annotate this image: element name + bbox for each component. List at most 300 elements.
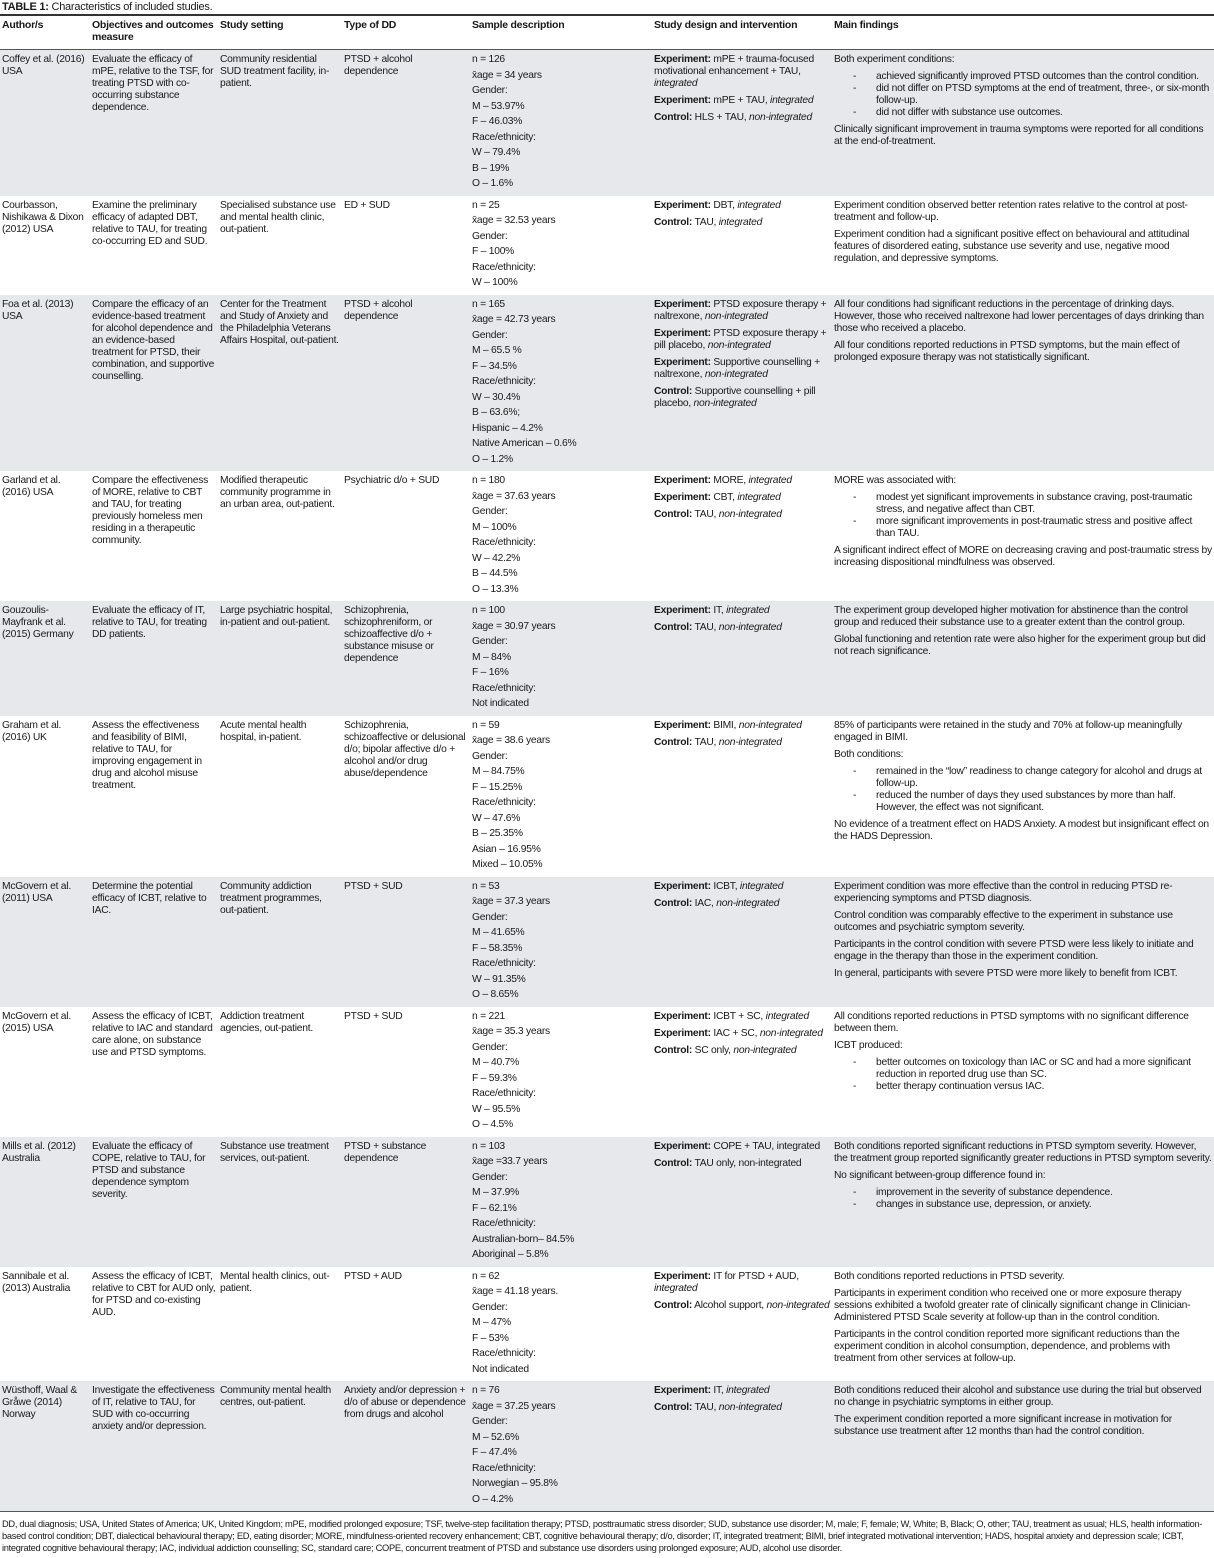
design-text: PTSD exposure therapy + pill placebo, [654,327,827,351]
sample-line: n = 180 [472,475,505,486]
design-integration: non-integrated [716,897,780,909]
sample-line: x̄age = 41.18 years. [472,1286,558,1297]
finding-paragraph: ICBT produced: [834,1039,903,1051]
design-cell [652,50,832,196]
author-cell: Wüsthoff, Waal & Gråwe (2014) Norway [2,1385,77,1420]
sample-line: F – 58.35% [472,942,523,954]
sample-line: W – 47.6% [472,812,521,824]
sample-line: x̄age = 37.25 years [472,1400,556,1412]
finding-list [834,71,1212,119]
findings-cell [832,50,1214,196]
design-cell [652,1267,832,1382]
table-body [0,50,1214,1512]
sample-line: M – 40.7% [472,1057,519,1068]
design-item [654,720,830,732]
table-row [0,1137,1214,1267]
design-label: Experiment: [654,54,711,65]
design-text: HLS + TAU, [692,112,750,123]
table-row [0,471,1214,601]
sample-line: n = 165 [472,298,505,310]
sample-line: n = 103 [472,1140,505,1152]
table-row [0,601,1214,716]
sample-line: M – 52.6% [472,1431,519,1443]
design-integration: integrated [718,216,763,228]
design-item [654,1271,830,1295]
finding-list [834,492,1212,540]
design-item [654,1141,830,1153]
sample-line: F – 100% [472,246,515,257]
sample-line: M – 53.97% [472,100,525,112]
type-cell: PTSD + alcohol dependence [344,298,413,322]
design-text: CBT, [710,492,738,503]
objectives-cell: Evaluate the efficacy of COPE, relative to TAU, for PTSD and substance dependence symptom severity. [92,1140,206,1200]
design-integration: integrated [737,492,781,503]
design-text: mPE + TAU, [710,95,771,106]
sample-line: Gender: [472,1041,508,1053]
sample-line: M – 41.65% [472,927,525,938]
design-label: Control: [654,216,693,228]
design-text: IT, [710,1385,727,1396]
author-cell: McGovern et al. (2011) USA [2,880,71,904]
sample-line: O – 4.5% [472,1119,513,1130]
sample-line: n = 25 [472,199,500,211]
design-text: DBT, [710,199,738,211]
objectives-cell: Evaluate the efficacy of mPE, relative to the TSF, for treating PTSD with co-occurring substance dependence. [92,54,214,113]
sample-line: F – 59.3% [472,1072,517,1084]
author-cell: McGovern et al. (2015) USA [2,1010,71,1034]
design-integration: non-integrated [759,1027,823,1039]
design-label: Control: [654,509,693,520]
header-author: Author/s [2,19,44,31]
finding-paragraph: Experiment condition had a significant positive effect on behavioural and attitudinal features of disordered eating, substance use severity and use, negative mood regulation, and depressive symptoms. [834,228,1190,264]
design-integration: non-integrated [718,622,782,633]
sample-line: B – 19% [472,162,510,174]
design-integration: non-integrated [707,339,771,351]
finding-paragraph: Participants in the control condition reported more significant reductions than the experiment condition in alcohol consumption, dependence, and problems with treatment from other services at follow-up. [834,1328,1180,1364]
sample-line: O – 1.6% [472,178,513,189]
findings-cell [832,1267,1214,1382]
design-item [654,217,830,229]
author-cell: Graham et al. (2016) UK [2,719,62,743]
sample-line: Race/ethnicity: [472,1462,536,1474]
design-text: COPE + TAU, integrated [710,1140,820,1152]
sample-line: n = 76 [472,1385,500,1396]
findings-cell [832,1007,1214,1137]
sample-line: M – 65.5 % [472,345,522,356]
sample-cell [470,877,652,1007]
design-text: ICBT, [710,880,740,892]
design-label: Experiment: [654,1270,711,1282]
header-setting: Study setting [220,19,284,31]
setting-cell: Substance use treatment services, out-patient. [220,1140,329,1164]
design-item [654,1402,830,1414]
design-label: Experiment: [654,1140,711,1152]
finding-item: - changes in substance use, depression, or anxiety. [876,1199,1212,1211]
finding-item: - did not differ with substance use outcomes. [876,107,1212,119]
sample-line: n = 53 [472,880,500,892]
table-row [0,50,1214,196]
finding-paragraph: In general, participants with severe PTSD were more likely to benefit from ICBT. [834,967,1178,979]
sample-line: Gender: [472,85,508,96]
sample-line: x̄age = 32.53 years [472,215,556,226]
sample-line: x̄age =33.7 years [472,1156,548,1167]
type-cell: Schizophrenia, schizophreniform, or schizoaffective d/o + substance misuse or dependence [344,605,434,664]
design-text: MORE, [710,475,749,486]
design-cell [652,196,832,295]
sample-line: M – 84% [472,651,511,663]
sample-line: n = 100 [472,605,505,616]
finding-list [834,766,1212,814]
type-cell: PTSD + substance dependence [344,1140,427,1164]
table-row [0,716,1214,877]
design-cell [652,295,832,472]
design-integration: integrated [726,1385,770,1396]
sample-line: F – 53% [472,1332,509,1344]
sample-line: Gender: [472,1416,508,1427]
design-item [654,492,830,504]
sample-line: Mixed – 10.05% [472,859,543,870]
author-cell: Gouzoulis-Mayfrank et al. (2015) Germany [2,605,74,640]
sample-line: F – 15.25% [472,781,523,793]
sample-line: F – 47.4% [472,1447,517,1458]
table-caption-text: Characteristics of included studies. [48,1,213,13]
design-cell [652,1137,832,1267]
design-label: Experiment: [654,199,711,211]
design-integration: non-integrated [749,112,812,123]
sample-cell [470,295,652,472]
sample-line: Gender: [472,506,508,517]
setting-cell: Community mental health centres, out-patient. [220,1385,332,1408]
design-text: IAC, [692,897,717,909]
finding-list [834,1057,1212,1093]
setting-cell: Center for the Treatment and Study of Anxiety and the Philadelphia Veterans Affairs Hospital, out-patient. [220,298,339,346]
design-label: Control: [654,1402,693,1413]
sample-line: Hispanic – 4.2% [472,422,543,434]
objectives-cell: Assess the efficacy of ICBT, relative to CBT for AUD only, for PTSD and co-existing AUD. [92,1270,216,1318]
finding-item: - did not differ on PTSD symptoms at the end of treatment, three-, or six-month follow-up. [876,83,1212,107]
design-cell [652,716,832,877]
sample-line: Race/ethnicity: [472,958,536,969]
sample-line: Gender: [472,911,508,923]
sample-line: B – 63.6%; [472,407,520,418]
design-label: Experiment: [654,492,711,503]
sample-line: M – 100% [472,521,517,533]
design-integration: non-integrated [704,368,768,380]
author-cell: Courbasson, Nishikawa & Dixon (2012) USA [2,199,84,235]
design-item [654,1045,830,1057]
design-cell [652,877,832,1007]
design-label: Control: [654,112,693,123]
design-label: Experiment: [654,356,711,368]
sample-line: n = 221 [472,1010,505,1022]
design-item [654,386,830,410]
design-label: Control: [654,897,693,909]
design-label: Control: [654,385,693,397]
design-cell [652,1007,832,1137]
table-row [0,196,1214,295]
table-footnote: DD, dual diagnosis; USA, United States of America; UK, United Kingdom; mPE, modified prolonged exposure; TSF, twelve-step facilitation therapy; PTSD, posttraumatic stress disorder; SUD, substance use disorder; M, male; F, female; W, White; B, Black; O, other; TAU, treatment as usual; HLS, health information-based control condition; DBT, dialectical behavioural therapy; ED, eating disorder; MORE, mindfulness-oriented recovery enhancement; CBT, cognitive behavioural therapy; d/o, disorder; IT, integrated treatment; BIMI, brief integrated motivational intervention; HADS, hospital anxiety and depression scale; ICBT, integrated cognitive behavioural therapy; IAC, individual addiction counselling; SC, standard care; COPE, concurrent treatment of PTSD and substance use disorders using prolonged exposure; AUD, alcohol use disorder. [2,1519,1203,1553]
sample-cell [470,601,652,716]
sample-line: Aboriginal – 5.8% [472,1249,549,1260]
sample-line: W – 30.4% [472,391,521,403]
author-cell: Foa et al. (2013) USA [2,298,74,322]
finding-item: - achieved significantly improved PTSD outcomes than the control condition. [876,71,1212,83]
sample-line: Race/ethnicity: [472,131,536,143]
finding-paragraph: Both experiment conditions: [834,54,955,65]
finding-paragraph: Clinically significant improvement in trauma symptoms were reported for all conditions at the end-of-treatment. [834,124,1204,147]
table-row [0,295,1214,472]
header-sample: Sample description [472,19,565,31]
design-integration: integrated [748,475,792,486]
sample-line: Norwegian – 95.8% [472,1478,558,1489]
objectives-cell: Compare the effectiveness of MORE, relative to CBT and TAU, for treating previously homeless men residing in a therapeutic community. [92,475,209,546]
finding-paragraph: The experiment condition reported a more significant increase in motivation for substance use treatment after 12 months than had the control condition. [834,1414,1172,1437]
finding-item: - reduced the number of days they used substances by more than half. However, the effect was not significant. [876,790,1212,814]
design-text: ICBT + SC, [710,1010,766,1022]
design-item [654,622,830,634]
sample-line: F – 16% [472,667,509,678]
sample-cell [470,50,652,196]
setting-cell: Acute mental health hospital, in-patient. [220,719,307,743]
finding-item: - better therapy continuation versus IAC. [876,1081,1212,1093]
design-text: TAU, [692,736,719,748]
findings-cell [832,471,1214,601]
sample-line: Race/ethnicity: [472,537,536,548]
objectives-cell: Assess the efficacy of ICBT, relative to IAC and standard care alone, on substance use and PTSD symptoms. [92,1010,213,1058]
design-label: Experiment: [654,605,711,616]
objectives-cell: Investigate the effectiveness of IT, relative to TAU, for SUD with co-occurring anxiety and/or depression. [92,1385,215,1432]
design-label: Experiment: [654,475,711,486]
design-text: TAU, [692,622,719,633]
sample-line: Race/ethnicity: [472,682,536,694]
type-cell: Anxiety and/or depression + d/o of abuse or dependence from drugs and alcohol [344,1385,466,1420]
design-label: Experiment: [654,95,711,106]
design-text: SC only, [692,1044,734,1056]
sample-line: x̄age = 37.3 years [472,896,550,907]
design-text: BIMI, [710,719,739,731]
design-integration: integrated [654,78,698,89]
design-item [654,1300,830,1312]
design-item [654,605,830,617]
design-text: TAU, [692,1402,719,1413]
finding-item: - better outcomes on toxicology than IAC or SC and had a more significant reduction in reported drug use than SC. [876,1057,1212,1081]
finding-paragraph: Control condition was comparably effective to the experiment in substance use outcomes and psychiatric symptom severity. [834,909,1173,933]
design-integration: integrated [726,605,770,616]
finding-paragraph: The experiment group developed higher motivation for abstinence than the control group and reduced their substance use to a greater extent than the control group. [834,605,1188,628]
sample-line: Gender: [472,636,508,647]
setting-cell: Community residential SUD treatment facility, in-patient. [220,54,330,89]
design-integration: integrated [739,880,784,892]
design-label: Experiment: [654,1010,711,1022]
type-cell: PTSD + SUD [344,880,403,892]
sample-line: Race/ethnicity: [472,261,536,273]
sample-line: Not indicated [472,698,529,709]
design-item [654,1011,830,1023]
sample-line: W – 95.5% [472,1103,521,1115]
finding-item: - modest yet significant improvements in substance craving, post-traumatic stress, and negative affect than CBT. [876,492,1212,516]
finding-paragraph: All four conditions reported reductions in PTSD symptoms, but the main effect of prolonged exposure therapy was not statistically significant. [834,339,1180,363]
design-text: IAC + SC, [710,1027,760,1039]
sample-line: Australian-born– 84.5% [472,1233,575,1245]
design-label: Experiment: [654,298,711,310]
findings-cell [832,1381,1214,1512]
design-cell [652,601,832,716]
finding-paragraph: 85% of participants were retained in the study and 70% at follow-up meaningfully engaged in BIMI. [834,719,1183,743]
sample-line: Race/ethnicity: [472,797,536,808]
design-item [654,737,830,749]
design-cell [652,1381,832,1512]
objectives-cell: Compare the efficacy of an evidence-based treatment for alcohol dependence and an evidence-based treatment for PTSD, their combination, and supportive counselling. [92,298,215,382]
setting-cell: Mental health clinics, out-patient. [220,1270,330,1294]
design-item [654,54,830,90]
finding-paragraph: No significant between-group difference found in: [834,1169,1046,1181]
design-text: TAU, [692,509,719,520]
design-integration: non-integrated [738,719,802,731]
sample-line: O – 1.2% [472,453,513,465]
finding-paragraph: Experiment condition observed better retention rates relative to the control at post-treatment and follow-up. [834,199,1188,223]
design-integration: integrated [737,199,781,211]
table-caption [0,0,1214,13]
design-cell [652,471,832,601]
design-label: Experiment: [654,327,711,339]
sample-cell [470,471,652,601]
design-item [654,112,830,124]
sample-line: M – 47% [472,1317,511,1328]
sample-cell [470,1267,652,1382]
design-label: Control: [654,736,693,748]
sample-line: n = 126 [472,54,505,65]
findings-cell [832,601,1214,716]
finding-paragraph: No evidence of a treatment effect on HADS Anxiety. A modest but insignificant effect on the HADS Depression. [834,818,1209,842]
design-item [654,475,830,487]
design-text: mPE + trauma-focused motivational enhancement + TAU, [654,54,814,77]
header-design: Study design and intervention [654,19,798,31]
design-text: TAU only, non-integrated [692,1157,802,1169]
objectives-cell: Evaluate the efficacy of IT, relative to TAU, for treating DD patients. [92,605,207,640]
design-text: Alcohol support, [692,1299,767,1311]
design-text: PTSD exposure therapy + naltrexone, [654,298,827,322]
sample-line: x̄age = 37.63 years [472,490,556,502]
findings-cell [832,1137,1214,1267]
sample-line: Race/ethnicity: [472,376,536,387]
sample-line: Race/ethnicity: [472,1218,536,1229]
header-type: Type of DD [344,19,397,31]
sample-line: W – 79.4% [472,147,521,158]
table-row [0,1381,1214,1512]
design-integration: non-integrated [704,310,768,322]
objectives-cell: Assess the effectiveness and feasibility of BIMI, relative to TAU, for improving engagement in drug and alcohol misuse treatment. [92,719,202,791]
sample-line: Asian – 16.95% [472,843,541,855]
findings-cell [832,196,1214,295]
design-text: TAU, [692,216,719,228]
setting-cell: Addiction treatment agencies, out-patient. [220,1010,313,1034]
finding-item: - improvement in the severity of substance dependence. [876,1187,1212,1199]
type-cell: PTSD + SUD [344,1010,403,1022]
design-item [654,200,830,212]
design-integration: non-integrated [718,736,782,748]
type-cell: ED + SUD [344,199,390,211]
sample-cell [470,1137,652,1267]
design-item [654,1385,830,1397]
sample-line: M – 37.9% [472,1187,519,1198]
sample-line: W – 100% [472,277,518,288]
sample-line: Gender: [472,329,508,341]
design-integration: integrated [770,95,814,106]
sample-line: x̄age = 42.73 years [472,314,556,325]
sample-line: Race/ethnicity: [472,1088,536,1099]
table-row [0,877,1214,1007]
design-integration: non-integrated [693,397,757,409]
setting-cell: Modified therapeutic community programme in an urban area, out-patient. [220,475,335,510]
finding-paragraph: Participants in experiment condition who received one or more exposure therapy sessions exhibited a twofold greater rate of clinically significant change in Clinician-Administered PTSD Scale severity at follow-up than in the control condition. [834,1287,1191,1323]
author-cell: Mills et al. (2012) Australia [2,1140,76,1164]
sample-line: n = 59 [472,719,500,731]
design-label: Control: [654,1157,693,1169]
design-text: Supportive counselling + pill placebo, [654,385,816,409]
sample-cell [470,1007,652,1137]
sample-line: Race/ethnicity: [472,1348,536,1359]
design-item [654,898,830,910]
sample-line: x̄age = 38.6 years [472,735,550,746]
finding-item: - more significant improvements in post-traumatic stress and positive affect than TAU. [876,516,1212,540]
sample-line: W – 91.35% [472,973,526,985]
design-label: Experiment: [654,1385,711,1396]
sample-line: Gender: [472,1301,508,1313]
table-row [0,1267,1214,1382]
design-label: Experiment: [654,719,711,731]
sample-cell [470,1381,652,1512]
table-header-row [0,15,1214,50]
author-cell: Sannibale et al. (2013) Australia [2,1270,71,1294]
type-cell: PTSD + AUD [344,1270,402,1282]
setting-cell: Specialised substance use and mental health clinic, out-patient. [220,199,336,235]
findings-cell [832,877,1214,1007]
type-cell: Schizophrenia, schizoaffective or delusional d/o; bipolar affective d/o + alcohol and/or drug abuse/dependence [344,719,466,779]
design-integration: non-integrated [718,1402,782,1413]
table-row [0,1007,1214,1137]
design-item [654,95,830,107]
author-cell: Coffey et al. (2016) USA [2,54,85,77]
design-integration: non-integrated [718,509,782,520]
sample-line: F – 46.03% [472,116,523,127]
design-item [654,1158,830,1170]
findings-cell [832,295,1214,472]
sample-cell [470,716,652,877]
design-item [654,328,830,352]
sample-line: x̄age = 35.3 years [472,1026,550,1037]
design-item [654,509,830,521]
design-integration: non-integrated [733,1044,797,1056]
sample-line: x̄age = 34 years [472,69,542,81]
finding-paragraph: MORE was associated with: [834,475,956,486]
sample-line: B – 25.35% [472,828,523,839]
table-caption-label: TABLE 1: [2,1,49,13]
design-item [654,881,830,893]
finding-paragraph: Experiment condition was more effective than the control in reducing PTSD re-experiencing symptoms and PTSD diagnosis. [834,880,1173,904]
sample-line: O – 8.65% [472,989,519,1000]
finding-list [834,1187,1212,1211]
design-integration: integrated [654,1282,698,1294]
finding-paragraph: Both conditions reduced their alcohol and substance use during the trial but observed no change in psychiatric symptoms in either group. [834,1385,1202,1408]
setting-cell: Community addiction treatment programmes, out-patient. [220,880,322,916]
sample-line: Gender: [472,750,508,762]
sample-line: W – 42.2% [472,552,521,564]
sample-line: Not indicated [472,1363,529,1375]
design-text: Supportive counselling + naltrexone, [654,356,820,380]
design-label: Control: [654,1299,693,1311]
finding-paragraph: Both conditions: [834,748,904,760]
sample-line: B – 44.5% [472,568,518,579]
